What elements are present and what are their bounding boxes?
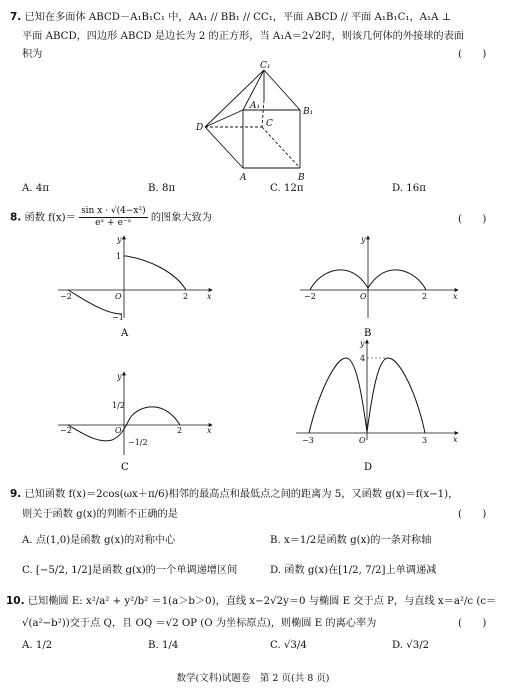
q10-line2: √(a²−b²))交于点 Q，且 OQ ＝√2 OP (O 为坐标原点)，则椭圆 E 的离心率为	[22, 618, 377, 629]
graph-c-axis-x: x	[207, 426, 212, 435]
graph-c-origin: O	[115, 426, 122, 435]
q7-option-a[interactable]: A. 4π	[22, 183, 50, 194]
graph-d-tick-neg3: −3	[302, 436, 314, 445]
graph-b-origin: O	[360, 292, 367, 301]
q10-line1: 10. 已知椭圆 E: x²/a² + y²/b² ＝1(a＞b＞0)，直线 x−2√2y＝0 与椭圆 E 交于点 P，与直线 x＝a²/c (c＝	[6, 595, 497, 607]
q8-answer-paren: ( )	[458, 214, 487, 225]
q9-option-b[interactable]: B. x＝1/2是函数 g(x)的一条对称轴	[270, 535, 432, 546]
graph-b[interactable]	[300, 235, 458, 339]
graph-b-axis-y: y	[361, 235, 366, 244]
graph-a-axis-y: y	[117, 235, 122, 244]
graph-c-tick-neg-half: −1/2	[128, 438, 148, 447]
q7-answer-paren: ( )	[458, 49, 487, 60]
graph-b-tick-neg2: −2	[304, 292, 316, 301]
page-footer: 数学(文科)试题卷 第 2 页(共 8 页)	[176, 673, 330, 684]
graph-c-axis-y: y	[117, 372, 122, 381]
q7-option-c[interactable]: C. 12π	[270, 183, 304, 194]
q9-line2: 则关于函数 g(x)的判断不正确的是	[22, 509, 178, 520]
graph-d-axis-x: x	[453, 435, 458, 444]
graph-a-tick-neg2: −2	[60, 292, 72, 301]
q10-option-c[interactable]: C. √3/4	[270, 640, 307, 651]
q10-answer-paren: ( )	[458, 618, 487, 629]
q7-option-b[interactable]: B. 8π	[148, 183, 176, 194]
label-a: A	[240, 173, 247, 183]
q8-fraction	[79, 206, 148, 229]
label-a1: A₁	[250, 101, 261, 111]
graph-d[interactable]	[296, 339, 458, 473]
graph-c-tick-half: 1/2	[112, 401, 125, 410]
graph-a-tick-1: 1	[116, 252, 122, 261]
label-b1: B₁	[303, 107, 314, 117]
graph-c[interactable]	[58, 372, 212, 473]
q8-frac-numerator: sin x · √(4−x²)	[81, 206, 146, 216]
label-d: D	[196, 123, 204, 133]
q9-option-d[interactable]: D. 函数 g(x)在[1/2, 7/2]上单调递减	[270, 565, 437, 576]
graph-a-tick-neg1: −1	[112, 313, 124, 322]
q8-stem: 8. 函数 f(x)＝ $\frac{\text{sin x · √(4−x²)}}{\text{eˣ + e⁻ˣ}}$ 的图象大致为	[10, 206, 212, 228]
graph-b-caption: B	[364, 328, 372, 339]
graph-c-tick-2: 2	[177, 426, 183, 435]
graph-b-axis-x: x	[453, 292, 458, 301]
graph-a-axis-x: x	[207, 292, 212, 301]
q10-option-a[interactable]: A. 1/2	[22, 640, 53, 651]
graph-d-tick-4: 4	[360, 354, 366, 363]
graph-c-tick-neg2: −2	[60, 426, 72, 435]
q9-option-a[interactable]: A. 点(1,0)是函数 g(x)的对称中心	[22, 535, 176, 546]
label-c: C	[266, 119, 273, 129]
q7-option-d[interactable]: D. 16π	[392, 183, 426, 194]
label-c1: C₁	[260, 61, 271, 71]
q7-line2: 平面 ABCD，四边形 ABCD 是边长为 2 的正方形，当 A₁A＝2√2时，则该几何体的外接球的表面	[22, 31, 464, 42]
graph-a-caption: A	[121, 328, 129, 339]
q10-option-b[interactable]: B. 1/4	[148, 640, 179, 651]
graph-d-origin: O	[359, 436, 366, 445]
label-b: B	[298, 173, 305, 183]
graph-a-origin: O	[115, 292, 122, 301]
q8-frac-denominator: eˣ + e⁻ˣ	[95, 218, 132, 228]
graph-d-caption: D	[364, 462, 373, 473]
q7-line1: 7. 已知在多面体 ABCD－A₁B₁C₁ 中，AA₁ // BB₁ // CC₁，平面 ABCD // 平面 A₁B₁C₁，A₁A ⊥	[10, 11, 452, 23]
q7-line3: 积为	[22, 49, 43, 60]
q9-option-c[interactable]: C. [−5/2, 1/2]是函数 g(x)的一个单调递增区间	[22, 565, 238, 576]
graph-a-tick-2: 2	[183, 292, 189, 301]
q9-answer-paren: ( )	[458, 509, 487, 520]
graph-d-axis-y: y	[360, 339, 365, 348]
q10-option-d[interactable]: D. √3/2	[392, 640, 430, 651]
graph-c-caption: C	[121, 462, 129, 473]
graph-a[interactable]	[58, 235, 212, 339]
graph-b-tick-2: 2	[422, 292, 428, 301]
q9-line1: 9. 已知函数 f(x)＝2cos(ωx＋π/6)相邻的最高点和最低点之间的距离为 5，又函数 g(x)＝f(x−1)，	[10, 488, 459, 500]
graph-d-tick-3: 3	[422, 436, 428, 445]
